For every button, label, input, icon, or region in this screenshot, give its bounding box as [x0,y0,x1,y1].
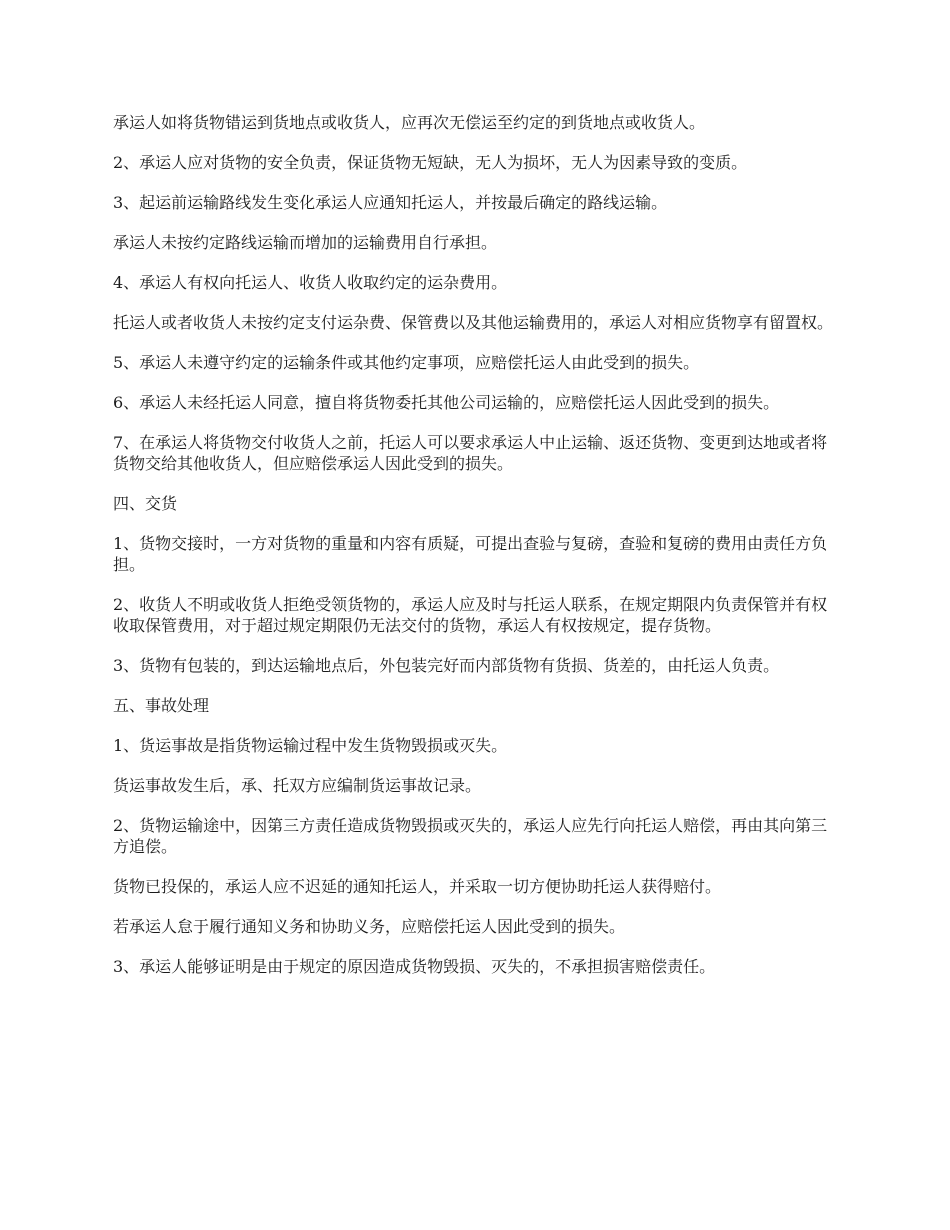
paragraph-clause-4-fees: 4、承运人有权向托运人、收货人收取约定的运杂费用。 [113,273,508,292]
paragraph-notification-duty: 若承运人怠于履行通知义务和协助义务，应赔偿托运人因此受到的损失。 [113,917,626,936]
paragraph-insured-goods: 货物已投保的，承运人应不迟延的通知托运人，并采取一切方便协助托运人获得赔付。 [113,877,722,896]
paragraph-clause-6-subcontract: 6、承运人未经托运人同意，擅自将货物委托其他公司运输的，应赔偿托运人因此受到的损失。 [113,393,780,412]
paragraph-delivery-2-refusal: 2、收货人不明或收货人拒绝受领货物的，承运人应及时与托运人联系，在规定期限内负责保管并有权收取保管费用，对于超过规定期限仍无法交付的货物，承运人有权按规定，提存货物。 [113,595,828,635]
paragraph-delivery-3-packaging: 3、货物有包装的，到达运输地点后，外包装完好而内部货物有货损、货差的，由托运人负责。 [113,656,780,675]
paragraph-route-cost: 承运人未按约定路线运输而增加的运输费用自行承担。 [113,233,498,252]
section-heading-delivery: 四、交货 [113,494,178,513]
paragraph-accident-1-definition: 1、货运事故是指货物运输过程中发生货物毁损或灭失。 [113,736,508,755]
paragraph-lien-right: 托运人或者收货人未按约定支付运杂费、保管费以及其他运输费用的，承运人对相应货物享有留置权。 [113,313,834,332]
paragraph-accident-3-exemption: 3、承运人能够证明是由于规定的原因造成货物毁损、灭失的，不承担损害赔偿责任。 [113,957,716,976]
paragraph-accident-record: 货运事故发生后，承、托双方应编制货运事故记录。 [113,776,482,795]
paragraph-accident-2-third-party: 2、货物运输途中，因第三方责任造成货物毁损或灭失的，承运人应先行向托运人赔偿，再由其向第三方追偿。 [113,816,828,856]
paragraph-clause-2-safety: 2、承运人应对货物的安全负责，保证货物无短缺，无人为损坏，无人为因素导致的变质。 [113,153,748,172]
section-heading-accident: 五、事故处理 [113,696,210,715]
paragraph-clause-3-route-change: 3、起运前运输路线发生变化承运人应通知托运人，并按最后确定的路线运输。 [113,193,668,212]
paragraph-clause-5-conditions: 5、承运人未遵守约定的运输条件或其他约定事项，应赔偿托运人由此受到的损失。 [113,353,700,372]
paragraph-carrier-misdelivery: 承运人如将货物错运到货地点或收货人，应再次无偿运至约定的到货地点或收货人。 [113,113,706,132]
document-body [113,112,843,996]
paragraph-clause-7-stop-transport: 7、在承运人将货物交付收货人之前，托运人可以要求承运人中止运输、返还货物、变更到达地或者将货物交给其他收货人，但应赔偿承运人因此受到的损失。 [113,433,828,473]
paragraph-delivery-1-inspection: 1、货物交接时，一方对货物的重量和内容有质疑，可提出查验与复磅，查验和复磅的费用由责任方负担。 [113,534,828,574]
